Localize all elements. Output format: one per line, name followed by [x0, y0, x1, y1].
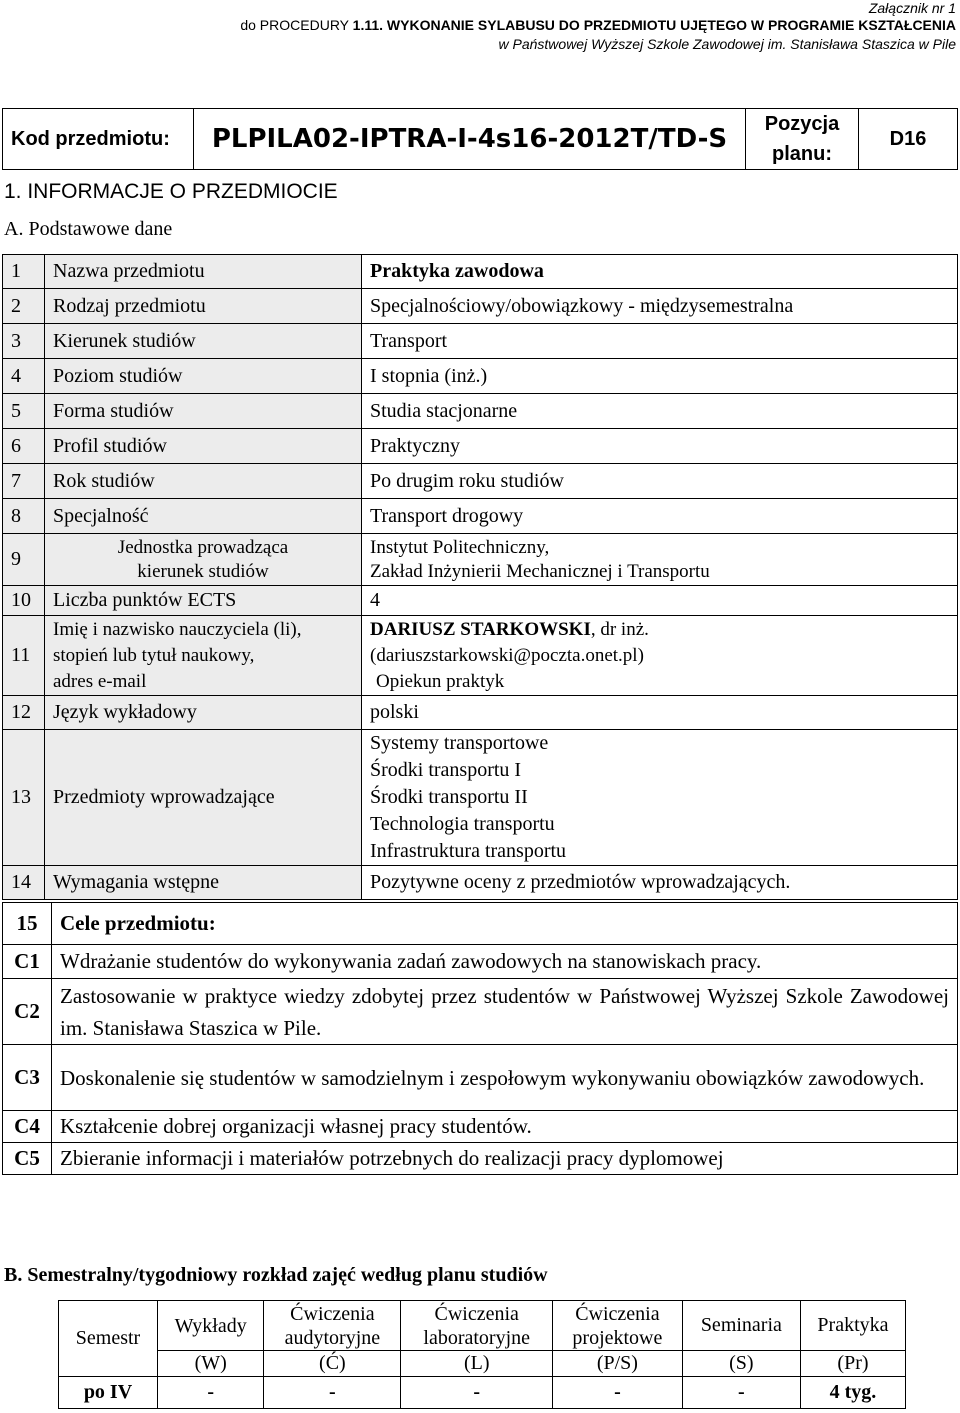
schedule-header-row [59, 1301, 906, 1351]
table-row [3, 586, 958, 616]
course-code-table [2, 108, 958, 170]
row-label: Kierunek studiów [45, 324, 362, 359]
prereq-item: Infrastruktura transportu [370, 840, 567, 862]
goal-id: C2 [3, 979, 52, 1045]
row-number: 12 [3, 696, 45, 730]
schedule-cell: 4 tyg. [800, 1377, 905, 1409]
procedure-prefix: do PROCEDURY [240, 17, 353, 33]
goal-row [3, 1143, 958, 1175]
row-value [362, 616, 958, 696]
table-row [3, 464, 958, 499]
row-number: 4 [3, 359, 45, 394]
row-label [45, 616, 362, 696]
table-row [3, 359, 958, 394]
row-label-line1: Jednostka prowadząca [117, 536, 289, 558]
section-a-title: A. Podstawowe dane [4, 218, 173, 240]
column-abbr: (S) [682, 1351, 800, 1377]
table-row [3, 616, 958, 696]
goal-id: C3 [3, 1045, 52, 1111]
prereq-item: Środki transportu II [370, 786, 528, 808]
goal-text: Doskonalenie się studentów w samodzielnym i zespołowym wykonywaniu obowiązków zawodowych. [52, 1045, 958, 1111]
row-value: polski [362, 696, 958, 730]
row-value: Transport drogowy [362, 499, 958, 534]
row-number: 9 [3, 534, 45, 586]
goal-text: Zbieranie informacji i materiałów potrzebnych do realizacji pracy dyplomowej [52, 1143, 958, 1175]
row-value [362, 534, 958, 586]
column-header-line2: audytoryjne [284, 1326, 381, 1349]
row-value: Po drugim roku studiów [362, 464, 958, 499]
column-header-line1: Ćwiczenia [575, 1302, 660, 1325]
position-label [746, 109, 859, 170]
schedule-cell: - [158, 1377, 264, 1409]
prereq-item: Systemy transportowe [370, 732, 549, 754]
row-number: 11 [3, 616, 45, 696]
goal-row [3, 1045, 958, 1111]
row-value: Studia stacjonarne [362, 394, 958, 429]
schedule-cell: - [682, 1377, 800, 1409]
row-number: 3 [3, 324, 45, 359]
table-row [3, 499, 958, 534]
row-label: Profil studiów [45, 429, 362, 464]
schedule-row [59, 1377, 906, 1409]
schedule-cell: - [553, 1377, 683, 1409]
row-label: Nazwa przedmiotu [45, 255, 362, 289]
row-number: 1 [3, 255, 45, 289]
teacher-role: Opiekun praktyk [376, 670, 505, 692]
column-header-line2: projektowe [572, 1326, 663, 1349]
row-number: 14 [3, 866, 45, 900]
goal-row [3, 945, 958, 979]
row-value-line2: Zakład Inżynierii Mechanicznej i Transportu [370, 560, 710, 582]
goal-id: C4 [3, 1111, 52, 1143]
position-label-line2: planu: [772, 143, 832, 165]
teacher-name: DARIUSZ STARKOWSKI [370, 618, 591, 640]
row-label: Forma studiów [45, 394, 362, 429]
school-label: w Państwowej Wyższej Szkole Zawodowej im. Stanisława Staszica w Pile [498, 36, 956, 52]
row-value [362, 730, 958, 866]
table-row [3, 394, 958, 429]
column-header: Seminaria [682, 1301, 800, 1351]
row-number: 7 [3, 464, 45, 499]
row-label: Specjalność [45, 499, 362, 534]
row-label: Rok studiów [45, 464, 362, 499]
goal-text: Kształcenie dobrej organizacji własnej pracy studentów. [52, 1111, 958, 1143]
row-label-line1: Imię i nazwisko nauczyciela (li), [53, 618, 302, 640]
row-number: 5 [3, 394, 45, 429]
table-row [3, 866, 958, 900]
column-header [264, 1301, 401, 1351]
row-number: 8 [3, 499, 45, 534]
position-value: D16 [859, 109, 958, 170]
row-value: Specjalnościowy/obowiązkowy - międzysemestralna [362, 289, 958, 324]
table-row [3, 324, 958, 359]
row-label: Język wykładowy [45, 696, 362, 730]
row-value: Transport [362, 324, 958, 359]
attachment-label: Załącznik nr 1 [868, 0, 956, 16]
schedule-table [58, 1300, 906, 1409]
goals-title: Cele przedmiotu: [52, 903, 958, 945]
row-value-line1: Instytut Politechniczny, [370, 536, 550, 558]
table-row [3, 289, 958, 324]
row-value: Pozytywne oceny z przedmiotów wprowadzających. [362, 866, 958, 900]
column-header-line2: laboratoryjne [423, 1326, 531, 1349]
table-row [3, 255, 958, 289]
schedule-cell: - [401, 1377, 553, 1409]
goals-number: 15 [3, 903, 52, 945]
column-abbr: (Pr) [800, 1351, 905, 1377]
row-label: Poziom studiów [45, 359, 362, 394]
column-header-line1: Ćwiczenia [290, 1302, 375, 1325]
column-abbr: (W) [158, 1351, 264, 1377]
goals-table [2, 902, 958, 1175]
row-label-line2: kierunek studiów [137, 560, 269, 582]
prereq-item: Środki transportu I [370, 759, 522, 781]
code-label: Kod przedmiotu: [3, 109, 194, 170]
table-row [3, 730, 958, 866]
row-label-line2: stopień lub tytuł naukowy, [53, 644, 255, 666]
goal-row [3, 1111, 958, 1143]
column-header [401, 1301, 553, 1351]
goals-header-row [3, 903, 958, 945]
section-b-title: B. Semestralny/tygodniowy rozkład zajęć według planu studiów [4, 1264, 548, 1286]
teacher-email: (dariuszstarkowski@poczta.onet.pl) [370, 644, 644, 666]
row-number: 13 [3, 730, 45, 866]
column-header-line1: Ćwiczenia [434, 1302, 519, 1325]
row-value: Praktyczny [362, 429, 958, 464]
schedule-abbr-row [59, 1351, 906, 1377]
column-header: Praktyka [800, 1301, 905, 1351]
prereq-item: Technologia transportu [370, 813, 555, 835]
procedure-label [240, 17, 956, 33]
teacher-title: , dr inż. [590, 618, 649, 640]
column-header [553, 1301, 683, 1351]
schedule-cell: - [264, 1377, 401, 1409]
row-value: Praktyka zawodowa [362, 255, 958, 289]
goal-row [3, 979, 958, 1045]
table-row [3, 696, 958, 730]
basic-data-table [2, 254, 958, 900]
position-label-line1: Pozycja [764, 113, 840, 135]
column-abbr: (L) [401, 1351, 553, 1377]
row-label: Rodzaj przedmiotu [45, 289, 362, 324]
row-label: Przedmioty wprowadzające [45, 730, 362, 866]
table-row [3, 534, 958, 586]
column-abbr: (Ć) [264, 1351, 401, 1377]
goal-text: Wdrażanie studentów do wykonywania zadań zawodowych na stanowiskach pracy. [52, 945, 958, 979]
row-value: I stopnia (inż.) [362, 359, 958, 394]
procedure-title: 1.11. WYKONANIE SYLABUSU DO PRZEDMIOTU UJĘTEGO W PROGRAMIE KSZTAŁCENIA [352, 17, 956, 33]
row-number: 10 [3, 586, 45, 616]
table-row [3, 429, 958, 464]
row-number: 2 [3, 289, 45, 324]
column-header: Wykłady [158, 1301, 264, 1351]
goal-id: C1 [3, 945, 52, 979]
semester-header: Semestr [59, 1301, 158, 1377]
semester-value: po IV [59, 1377, 158, 1409]
code-value: PLPILA02-IPTRA-I-4s16-2012T/TD-S [194, 109, 746, 170]
row-value: 4 [362, 586, 958, 616]
section-1-title: 1. INFORMACJE O PRZEDMIOCIE [4, 180, 338, 203]
row-number: 6 [3, 429, 45, 464]
row-label-line3: adres e-mail [53, 670, 147, 692]
row-label [45, 534, 362, 586]
row-label: Liczba punktów ECTS [45, 586, 362, 616]
row-label: Wymagania wstępne [45, 866, 362, 900]
goal-text: Zastosowanie w praktyce wiedzy zdobytej przez studentów w Państwowej Wyższej Szkole Zawodowej im. Stanisława Staszica w Pile. [52, 979, 958, 1045]
goal-id: C5 [3, 1143, 52, 1175]
column-abbr: (P/S) [553, 1351, 683, 1377]
